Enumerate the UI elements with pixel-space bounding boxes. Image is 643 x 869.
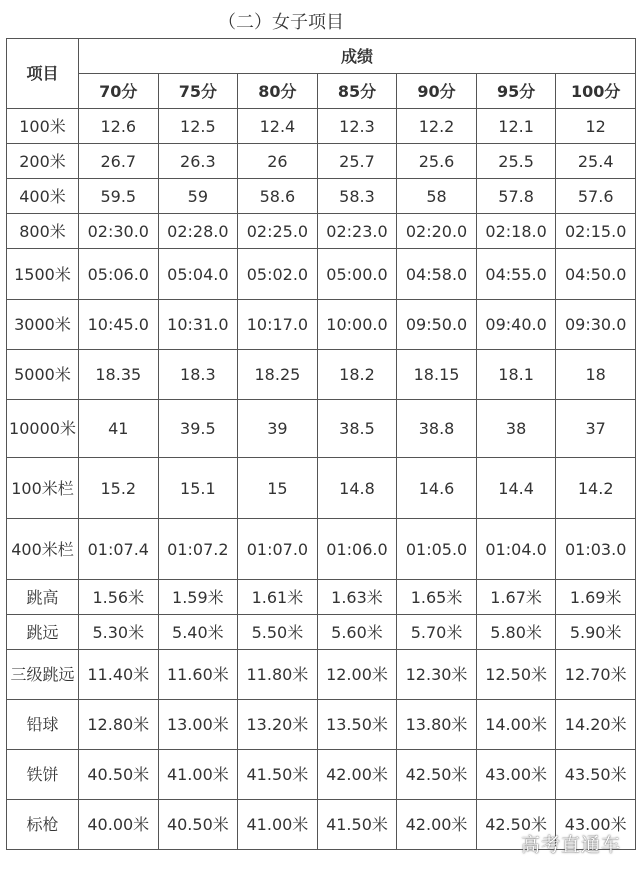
score-cell: 11.80米 xyxy=(238,650,318,700)
table-row xyxy=(7,214,636,249)
table-row xyxy=(7,750,636,800)
score-cell: 41.50米 xyxy=(238,750,318,800)
score-cell: 12.80米 xyxy=(79,700,159,750)
score-cell: 02:20.0 xyxy=(397,214,477,249)
event-name-cell: 铅球 xyxy=(7,700,79,750)
table-row xyxy=(7,650,636,700)
score-cell: 40.00米 xyxy=(79,800,159,850)
score-table xyxy=(6,38,636,850)
score-cell: 12.70米 xyxy=(556,650,636,700)
score-cell: 39.5 xyxy=(158,400,238,458)
score-column-header: 70分 xyxy=(79,74,159,109)
score-cell: 09:50.0 xyxy=(397,300,477,350)
score-cell: 09:30.0 xyxy=(556,300,636,350)
section-title: （二）女子项目 xyxy=(218,12,344,33)
table-row xyxy=(7,249,636,300)
score-cell: 18.3 xyxy=(158,350,238,400)
score-cell: 57.8 xyxy=(476,179,556,214)
score-cell: 41 xyxy=(79,400,159,458)
score-column-header: 75分 xyxy=(158,74,238,109)
table-row xyxy=(7,179,636,214)
score-cell: 09:40.0 xyxy=(476,300,556,350)
score-cell: 1.59米 xyxy=(158,580,238,615)
table-row xyxy=(7,580,636,615)
score-cell: 02:18.0 xyxy=(476,214,556,249)
score-cell: 18.15 xyxy=(397,350,477,400)
score-cell: 26 xyxy=(238,144,318,179)
score-cell: 10:00.0 xyxy=(317,300,397,350)
score-cell: 02:30.0 xyxy=(79,214,159,249)
table-row xyxy=(7,700,636,750)
score-cell: 11.60米 xyxy=(158,650,238,700)
score-cell: 39 xyxy=(238,400,318,458)
score-cell: 01:04.0 xyxy=(476,519,556,580)
event-name-cell: 1500米 xyxy=(7,249,79,300)
score-group-header: 成绩 xyxy=(79,39,636,74)
event-name-cell: 100米 xyxy=(7,109,79,144)
score-cell: 10:45.0 xyxy=(79,300,159,350)
score-cell: 57.6 xyxy=(556,179,636,214)
score-cell: 02:28.0 xyxy=(158,214,238,249)
score-cell: 12.5 xyxy=(158,109,238,144)
score-cell: 58.3 xyxy=(317,179,397,214)
score-cell: 02:15.0 xyxy=(556,214,636,249)
score-cell: 13.50米 xyxy=(317,700,397,750)
score-column-header: 85分 xyxy=(317,74,397,109)
score-cell: 5.50米 xyxy=(238,615,318,650)
score-cell: 12.1 xyxy=(476,109,556,144)
score-cell: 1.67米 xyxy=(476,580,556,615)
score-cell: 41.50米 xyxy=(317,800,397,850)
score-cell: 26.7 xyxy=(79,144,159,179)
score-cell: 11.40米 xyxy=(79,650,159,700)
score-cell: 25.7 xyxy=(317,144,397,179)
score-cell: 42.50米 xyxy=(476,800,556,850)
score-cell: 1.65米 xyxy=(397,580,477,615)
score-column-header: 95分 xyxy=(476,74,556,109)
score-cell: 18.2 xyxy=(317,350,397,400)
score-cell: 15.2 xyxy=(79,458,159,519)
event-name-cell: 5000米 xyxy=(7,350,79,400)
event-name-cell: 10000米 xyxy=(7,400,79,458)
score-cell: 1.56米 xyxy=(79,580,159,615)
score-cell: 14.20米 xyxy=(556,700,636,750)
score-cell: 14.4 xyxy=(476,458,556,519)
score-cell: 25.4 xyxy=(556,144,636,179)
score-cell: 05:06.0 xyxy=(79,249,159,300)
score-cell: 5.90米 xyxy=(556,615,636,650)
score-cell: 02:23.0 xyxy=(317,214,397,249)
score-cell: 05:04.0 xyxy=(158,249,238,300)
score-cell: 12.2 xyxy=(397,109,477,144)
score-cell: 25.6 xyxy=(397,144,477,179)
score-cell: 02:25.0 xyxy=(238,214,318,249)
score-cell: 41.00米 xyxy=(158,750,238,800)
score-cell: 01:07.2 xyxy=(158,519,238,580)
score-cell: 18.35 xyxy=(79,350,159,400)
score-cell: 43.50米 xyxy=(556,750,636,800)
score-cell: 01:06.0 xyxy=(317,519,397,580)
score-cell: 04:55.0 xyxy=(476,249,556,300)
score-cell: 12.30米 xyxy=(397,650,477,700)
table-row xyxy=(7,109,636,144)
score-cell: 12.00米 xyxy=(317,650,397,700)
table-row xyxy=(7,615,636,650)
score-cell: 15 xyxy=(238,458,318,519)
score-cell: 13.80米 xyxy=(397,700,477,750)
score-cell: 38.5 xyxy=(317,400,397,458)
score-cell: 40.50米 xyxy=(158,800,238,850)
event-name-cell: 400米栏 xyxy=(7,519,79,580)
score-cell: 1.63米 xyxy=(317,580,397,615)
score-cell: 38.8 xyxy=(397,400,477,458)
event-name-cell: 标枪 xyxy=(7,800,79,850)
score-cell: 38 xyxy=(476,400,556,458)
score-cell: 58.6 xyxy=(238,179,318,214)
score-cell: 05:02.0 xyxy=(238,249,318,300)
score-column-header: 100分 xyxy=(556,74,636,109)
score-cell: 12.3 xyxy=(317,109,397,144)
score-cell: 43.00米 xyxy=(476,750,556,800)
score-cell: 14.2 xyxy=(556,458,636,519)
score-cell: 1.69米 xyxy=(556,580,636,615)
score-cell: 14.00米 xyxy=(476,700,556,750)
score-cell: 13.20米 xyxy=(238,700,318,750)
score-cell: 25.5 xyxy=(476,144,556,179)
event-name-cell: 跳高 xyxy=(7,580,79,615)
score-cell: 1.61米 xyxy=(238,580,318,615)
score-cell: 14.8 xyxy=(317,458,397,519)
score-cell: 5.80米 xyxy=(476,615,556,650)
score-cell: 13.00米 xyxy=(158,700,238,750)
score-cell: 14.6 xyxy=(397,458,477,519)
score-cell: 10:31.0 xyxy=(158,300,238,350)
score-cell: 43.00米 xyxy=(556,800,636,850)
score-cell: 40.50米 xyxy=(79,750,159,800)
score-cell: 10:17.0 xyxy=(238,300,318,350)
watermark: 高考直通车 xyxy=(520,834,621,856)
score-cell: 5.40米 xyxy=(158,615,238,650)
event-column-header: 项目 xyxy=(7,39,79,109)
event-name-cell: 3000米 xyxy=(7,300,79,350)
score-cell: 58 xyxy=(397,179,477,214)
event-name-cell: 三级跳远 xyxy=(7,650,79,700)
event-name-cell: 400米 xyxy=(7,179,79,214)
score-cell: 01:05.0 xyxy=(397,519,477,580)
table-row xyxy=(7,519,636,580)
score-cell: 42.00米 xyxy=(317,750,397,800)
score-cell: 41.00米 xyxy=(238,800,318,850)
score-cell: 42.00米 xyxy=(397,800,477,850)
score-cell: 12.4 xyxy=(238,109,318,144)
score-cell: 26.3 xyxy=(158,144,238,179)
score-cell: 18 xyxy=(556,350,636,400)
score-cell: 01:07.0 xyxy=(238,519,318,580)
score-cell: 18.25 xyxy=(238,350,318,400)
score-cell: 12.6 xyxy=(79,109,159,144)
score-cell: 05:00.0 xyxy=(317,249,397,300)
score-column-header: 80分 xyxy=(238,74,318,109)
score-column-header: 90分 xyxy=(397,74,477,109)
event-name-cell: 铁饼 xyxy=(7,750,79,800)
score-cell: 18.1 xyxy=(476,350,556,400)
score-cell: 01:07.4 xyxy=(79,519,159,580)
score-cell: 01:03.0 xyxy=(556,519,636,580)
event-name-cell: 800米 xyxy=(7,214,79,249)
score-cell: 59 xyxy=(158,179,238,214)
score-cell: 5.30米 xyxy=(79,615,159,650)
score-cell: 04:58.0 xyxy=(397,249,477,300)
table-row xyxy=(7,144,636,179)
score-cell: 59.5 xyxy=(79,179,159,214)
table-row xyxy=(7,350,636,400)
table-row xyxy=(7,400,636,458)
score-cell: 12.50米 xyxy=(476,650,556,700)
score-cell: 5.70米 xyxy=(397,615,477,650)
table-row xyxy=(7,300,636,350)
event-name-cell: 100米栏 xyxy=(7,458,79,519)
score-cell: 5.60米 xyxy=(317,615,397,650)
score-cell: 42.50米 xyxy=(397,750,477,800)
event-name-cell: 200米 xyxy=(7,144,79,179)
score-cell: 37 xyxy=(556,400,636,458)
score-cell: 04:50.0 xyxy=(556,249,636,300)
score-cell: 15.1 xyxy=(158,458,238,519)
score-cell: 12 xyxy=(556,109,636,144)
event-name-cell: 跳远 xyxy=(7,615,79,650)
table-row xyxy=(7,458,636,519)
